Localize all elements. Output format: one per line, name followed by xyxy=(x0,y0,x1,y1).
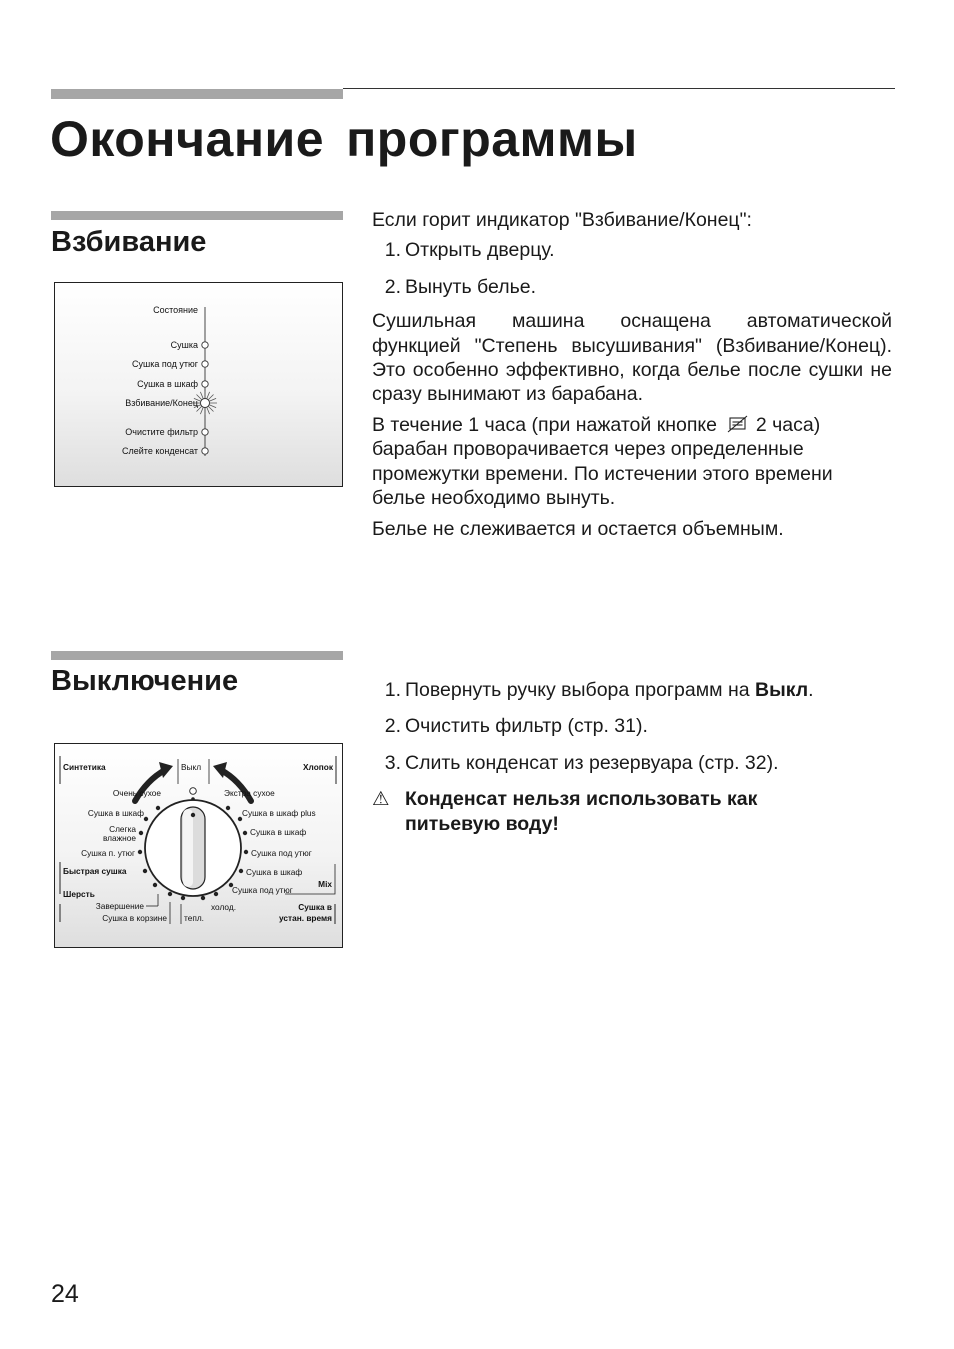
off-step-2 xyxy=(372,714,892,738)
led-cupboard xyxy=(202,381,208,387)
section-bar-off xyxy=(51,651,343,660)
program-quick-dry: Быстрая сушка xyxy=(63,866,127,876)
led-dry xyxy=(202,342,208,348)
page-title-word-1: Окончание xyxy=(50,111,325,167)
program-timed-1: Сушка в xyxy=(298,902,332,912)
indicator-label: Взбивание/Конец xyxy=(125,398,198,408)
header-rule-line xyxy=(343,88,895,89)
program-timed-2: устан. время xyxy=(279,913,332,923)
program-basket: Сушка в корзине xyxy=(102,913,167,923)
indicator-panel xyxy=(54,282,343,487)
step-1-end: . xyxy=(808,679,814,701)
indicator-label: Очистите фильтр xyxy=(125,427,198,437)
program-slightly-damp-1: Слегка xyxy=(109,824,136,834)
program-finish: Завершение xyxy=(95,901,144,911)
step-text: Слить конденсат из резервуара (стр. 32). xyxy=(405,751,779,774)
temperature-cold: холод. xyxy=(211,902,236,912)
tumble-intro: Если горит индикатор "Взбивание/Конец": xyxy=(372,209,752,231)
tumble-paragraph-1: Сушильная машина оснащена автоматической функцией "Степень высушивания" (Взбивание/Конец). Это особенно эффективно, когда белье после сушки не сразу вынимают из барабана. xyxy=(372,310,892,406)
program-cotton: Хлопок xyxy=(303,762,333,772)
tumble-text xyxy=(372,208,892,542)
step-1-text: Повернуть ручку выбора программ на xyxy=(405,679,750,701)
program-mix-iron: Сушка под утюг xyxy=(232,885,293,895)
led-condensate xyxy=(202,448,208,454)
page-number: 24 xyxy=(51,1280,79,1308)
tumble-step-2 xyxy=(372,275,892,299)
indicator-heading: Состояние xyxy=(153,305,198,315)
section-title-off: Выключение xyxy=(51,665,239,697)
program-very-dry: Очень сухое xyxy=(112,788,161,798)
off-text xyxy=(372,678,892,836)
paragraph-2-end: 2 часа) барабан проворачивается через определенные промежутки времени. По истечении этого времени белье необходимо вынуть. xyxy=(372,413,833,510)
step-text xyxy=(405,678,892,702)
paragraph-2-start: В течение 1 часа (при нажатой кнопке xyxy=(372,413,717,436)
program-mix-cupboard: Сушка в шкаф xyxy=(246,867,303,877)
page-title xyxy=(50,110,638,168)
step-number: 2. xyxy=(384,715,401,738)
program-extra-dry: Экстра сухое xyxy=(224,788,275,798)
header-rule-gray xyxy=(51,89,343,99)
tumble-paragraph-3: Белье не слеживается и остается объемным. xyxy=(372,518,784,541)
step-number: 3. xyxy=(384,751,401,774)
program-slightly-damp-2: влажное xyxy=(102,833,136,843)
step-number: 1. xyxy=(384,239,401,262)
program-iron-dry-right: Сушка под утюг xyxy=(251,848,312,858)
temperature-warm: тепл. xyxy=(184,913,204,923)
program-synthetics: Синтетика xyxy=(63,762,106,772)
program-cupboard-dry: Сушка в шкаф xyxy=(87,808,144,818)
indicator-label: Слейте конденсат xyxy=(122,446,198,456)
page-title-word-2: программы xyxy=(346,111,638,167)
off-step-3 xyxy=(372,751,892,775)
off-position-marker xyxy=(190,788,197,795)
led-iron xyxy=(202,361,208,367)
step-1-bold-off: Выкл xyxy=(755,679,809,701)
section-title-tumble: Взбивание xyxy=(51,226,207,258)
step-number: 1. xyxy=(384,679,401,701)
led-filter xyxy=(202,429,208,435)
off-step-1 xyxy=(372,678,892,702)
warning-text: Конденсат нельзя использовать как питьевую воду! xyxy=(405,788,758,835)
program-off: Выкл xyxy=(181,762,202,772)
warning-block xyxy=(372,787,892,836)
indicator-label: Сушка в шкаф xyxy=(137,379,198,389)
section-bar-tumble xyxy=(51,211,343,220)
tumble-paragraph-2 xyxy=(372,413,862,511)
program-cupboard-dry-plus: Сушка в шкаф plus xyxy=(242,808,316,818)
crease-guard-button-icon xyxy=(726,415,750,433)
program-iron-dry-left: Сушка п. утюг xyxy=(81,848,135,858)
program-wool: Шерсть xyxy=(63,889,95,899)
program-cupboard-dry-right: Сушка в шкаф xyxy=(250,827,307,837)
warning-icon: ⚠ xyxy=(372,788,390,811)
dial-panel xyxy=(54,743,343,948)
indicator-label: Сушка под утюг xyxy=(132,359,198,369)
step-text: Вынуть белье. xyxy=(405,275,536,298)
step-number: 2. xyxy=(384,275,401,298)
step-text: Открыть дверцу. xyxy=(405,239,555,262)
program-mix: Mix xyxy=(318,879,332,889)
indicator-label: Сушка xyxy=(170,340,198,350)
tumble-step-1 xyxy=(372,238,892,262)
step-text: Очистить фильтр (стр. 31). xyxy=(405,715,648,738)
